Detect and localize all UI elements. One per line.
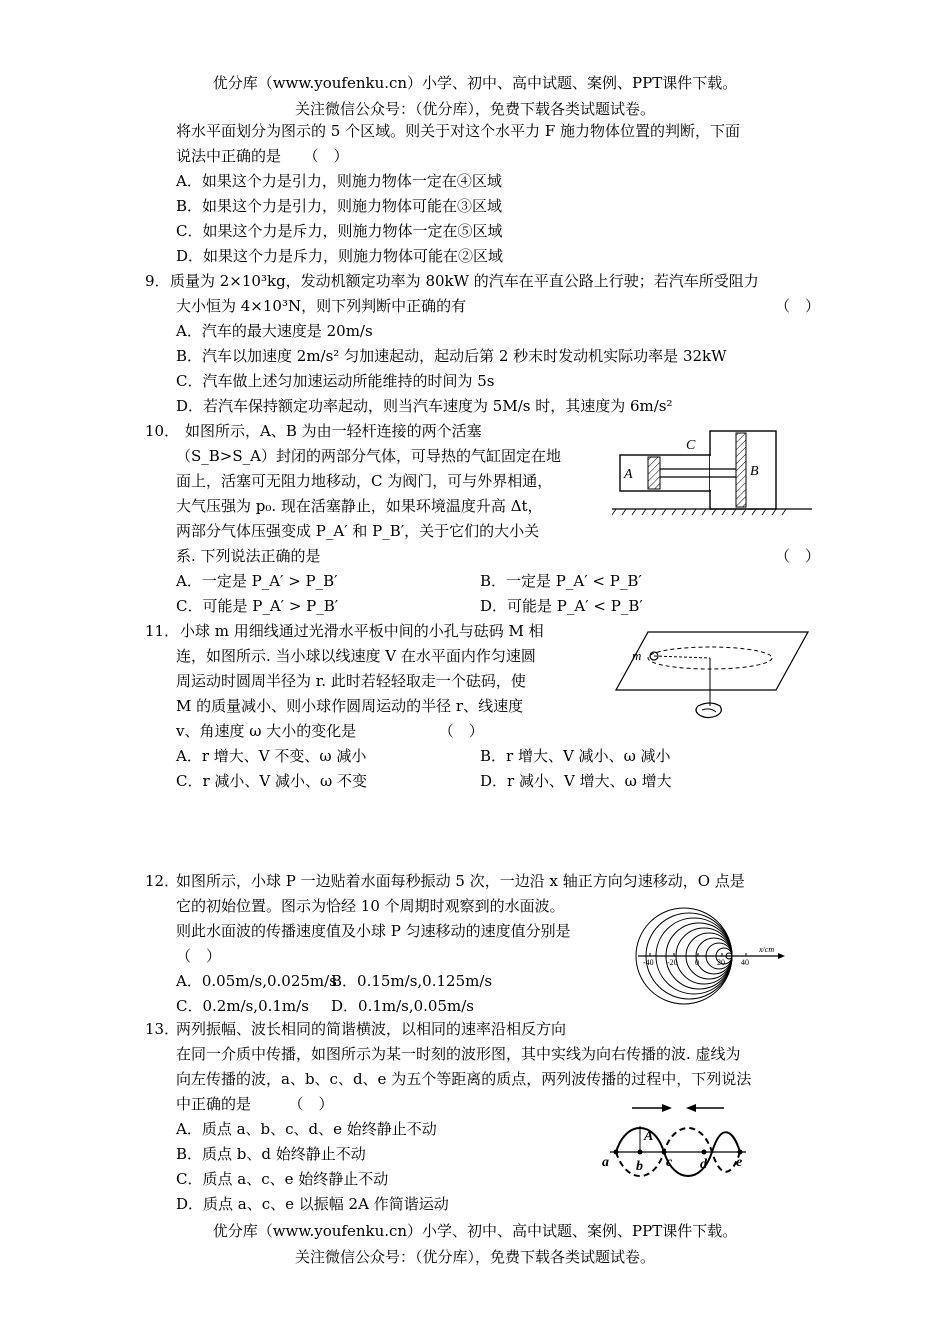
q13-option: C．质点 a、c、e 始终静止不动 (176, 1170, 389, 1188)
q10-option: A．一定是 P_A′ > P_B′ (176, 572, 338, 590)
label-d: d (700, 1157, 707, 1172)
q12-option: C．0.2m/s,0.1m/s (176, 997, 309, 1015)
water-wave-figure (628, 900, 790, 1006)
q9-option: C．汽车做上述匀加速运动所能维持的时间为 5s (176, 372, 495, 390)
q11-option: C．r 减小、V 减小、ω 不变 (176, 772, 368, 790)
q13-stem-line: 向左传播的波，a、b、c、d、e 为五个等距离的质点，两列波传播的过程中，下列说法 (176, 1070, 752, 1088)
footer-line-1: 优分库（www.youfenku.cn）小学、初中、高中试题、案例、PPT课件下载。 (212, 1222, 738, 1240)
q9-number: 9． (145, 272, 170, 290)
footer-line-2: 关注微信公众号：（优分库），免费下载各类试题试卷。 (294, 1248, 655, 1266)
q12-option: D．0.1m/s,0.05m/s (331, 997, 474, 1015)
tick-label: -40 (643, 958, 654, 967)
label-B: B (750, 464, 759, 479)
tick-label: -20 (667, 958, 678, 967)
label-m: m (632, 648, 642, 663)
tick-label: 0 (695, 958, 699, 967)
q8-option: C．如果这个力是斥力，则施力物体一定在⑤区域 (176, 222, 503, 240)
q10-stem-line: 面上，活塞可无阻力地移动，C 为阀门，可与外界相通， (176, 472, 553, 490)
q9-stem-line: 大小恒为 4×10³N，则下列判断中正确的有 (176, 297, 467, 315)
q9-option: D．若汽车保持额定功率起动，则当汽车速度为 5M/s 时，其速度为 6m/s² (176, 397, 673, 415)
q11-option: D．r 减小、V 增大、ω 增大 (480, 772, 672, 790)
label-c: c (666, 1155, 673, 1170)
tick-label: 20 (717, 958, 725, 967)
q8-option: A．如果这个力是引力，则施力物体一定在④区域 (176, 172, 502, 190)
q8-option: B．如果这个力是引力，则施力物体可能在③区域 (176, 197, 503, 215)
q9-option: A．汽车的最大速度是 20m/s (176, 322, 373, 340)
piston-cylinder-figure (612, 425, 812, 525)
label-A: A (624, 467, 633, 482)
q10-stem-line: （S_B>S_A）封闭的两部分气体，可导热的气缸固定在地 (176, 447, 561, 465)
q10-answer-paren: （ ） (774, 547, 820, 565)
q11-stem-line: 连，如图所示. 当小球以线速度 V 在水平面内作匀速圆 (176, 647, 536, 665)
q10-stem-line: 如图所示，A、B 为由一轻杆连接的两个活塞 (185, 422, 482, 440)
q11-number: 11． (145, 622, 180, 640)
label-amplitude: A (644, 1129, 654, 1144)
q11-stem-line: M 的质量减小、则小球作圆周运动的半径 r、线速度 (176, 697, 524, 715)
axis-label: x/cm (759, 945, 775, 954)
q12-stem-line: 它的初始位置。图示为恰经 10 个周期时观察到的水面波。 (176, 897, 565, 915)
header-line-1: 优分库（www.youfenku.cn）小学、初中、高中试题、案例、PPT课件下载。 (212, 74, 738, 92)
tick-label: 40 (741, 958, 749, 967)
q8-option: D．如果这个力是斥力，则施力物体可能在②区域 (176, 247, 504, 265)
q13-option: B．质点 b、d 始终静止不动 (176, 1145, 366, 1163)
q11-stem-line: v、角速度 ω 大小的变化是 （ ） (176, 722, 484, 740)
q13-option: D．质点 a、c、e 以振幅 2A 作简谐运动 (176, 1195, 449, 1213)
q9-answer-paren: （ ） (774, 297, 820, 315)
q11-stem-line: 周运动时圆周半径为 r. 此时若轻轻取走一个砝码，使 (176, 672, 526, 690)
label-b: b (636, 1159, 643, 1174)
header-line-2: 关注微信公众号：（优分库），免费下载各类试题试卷。 (294, 100, 655, 118)
q13-stem-line: 中正确的是 （ ） (176, 1095, 334, 1113)
q12-stem-line: 则此水面波的传播速度值及小球 P 匀速移动的速度值分别是 (176, 922, 571, 940)
q11-stem-line: 小球 m 用细线通过光滑水平板中间的小孔与砝码 M 相 (180, 622, 544, 640)
q10-option: B．一定是 P_A′ < P_B′ (480, 572, 642, 590)
label-e: e (736, 1155, 743, 1170)
q9-stem-line: 质量为 2×10³kg，发动机额定功率为 80kW 的汽车在平直公路上行驶；若汽车所受阻力 (170, 272, 759, 290)
q10-number: 10． (145, 422, 180, 440)
q13-number: 13． (145, 1020, 180, 1038)
q8-stem-line: 说法中正确的是 （ ） (176, 147, 349, 165)
q12-option: A．0.05m/s,0.025m/s (176, 972, 337, 990)
q13-option: A．质点 a、b、c、d、e 始终静止不动 (176, 1120, 437, 1138)
q13-stem-line: 在同一介质中传播，如图所示为某一时刻的波形图，其中实线为向右传播的波. 虚线为 (176, 1045, 741, 1063)
label-C: C (686, 438, 696, 453)
q12-number: 12． (145, 872, 180, 890)
q10-stem-line: 系. 下列说法正确的是 (176, 547, 321, 565)
q10-stem-line: 两部分气体压强变成 P_A′ 和 P_B′，关于它们的大小关 (176, 522, 540, 540)
q10-option: C．可能是 P_A′ > P_B′ (176, 597, 339, 615)
standing-wave-figure (600, 1100, 760, 1196)
q12-stem-line: （ ） (176, 947, 222, 965)
q12-stem-line: 如图所示，小球 P 一边贴着水面每秒振动 5 次，一边沿 x 轴正方向匀速移动，O 点是 (176, 872, 745, 890)
q12-option: B．0.15m/s,0.125m/s (331, 972, 493, 990)
q9-option: B．汽车以加速度 2m/s² 匀加速起动，起动后第 2 秒末时发动机实际功率是 32kW (176, 347, 727, 365)
q8-stem-line: 将水平面划分为图示的 5 个区域。则关于对这个水平力 F 施力物体位置的判断，下面 (176, 122, 741, 140)
q10-stem-line: 大气压强为 p₀. 现在活塞静止，如果环境温度升高 Δt， (176, 497, 543, 515)
label-a: a (602, 1155, 609, 1170)
q10-option: D．可能是 P_A′ < P_B′ (480, 597, 643, 615)
q11-option: B．r 增大、V 减小、ω 减小 (480, 747, 671, 765)
q11-option: A．r 增大、V 不变、ω 减小 (176, 747, 367, 765)
ball-string-figure (612, 628, 812, 724)
q13-stem-line: 两列振幅、波长相同的简谐横波，以相同的速率沿相反方向 (176, 1020, 567, 1038)
